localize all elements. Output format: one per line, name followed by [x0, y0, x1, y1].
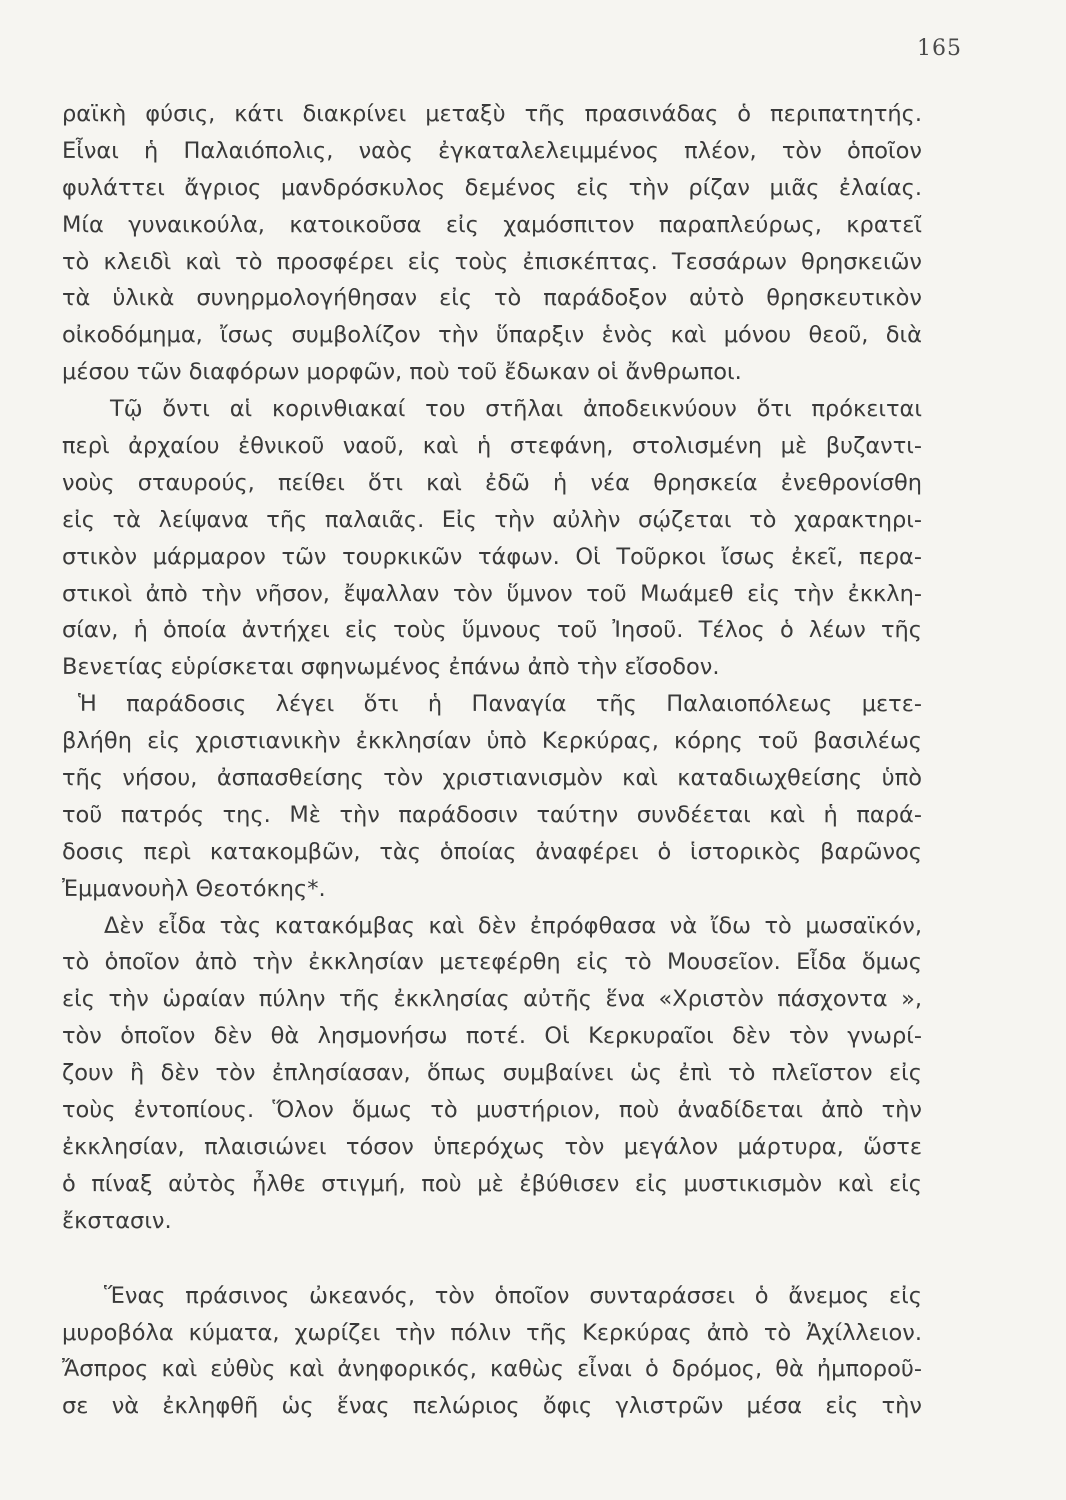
text-line: σε νὰ ἐκληφθῆ ὡς ἕνας πελώριος ὄφις γλιστρῶν μέσα εἰς τὴν	[62, 1393, 922, 1420]
text-line: τὸν ὁποῖον δὲν θὰ λησμονήσω ποτέ. Οἱ Κερκυραῖοι δὲν τὸν γνωρί-	[62, 1023, 922, 1050]
text-line: τὸ κλειδὶ καὶ τὸ προσφέρει εἰς τοὺς ἐπισκέπτας. Τεσσάρων θρησκειῶν	[62, 248, 922, 275]
page-number: 165	[917, 36, 962, 61]
text-line: μέσου τῶν διαφόρων μορφῶν, ποὺ τοῦ ἔδωκαν οἱ ἄνθρωποι.	[62, 359, 742, 386]
text-line: ραϊκὴ φύσις, κάτι διακρίνει μεταξὺ τῆς πρασινάδας ὁ περιπατητής.	[62, 101, 922, 127]
text-line: βλήθη εἰς χριστιανικὴν ἐκκλησίαν ὑπὸ Κερκύρας, κόρης τοῦ βασιλέως	[62, 728, 922, 755]
text-line: στικοὶ ἀπὸ τὴν νῆσον, ἔψαλλαν τὸν ὕμνον τοῦ Μωάμεθ εἰς τὴν ἐκκλη-	[62, 580, 922, 607]
text-line: Ἕνας πράσινος ὠκεανός, τὸν ὁποῖον συνταράσσει ὁ ἄνεμος εἰς	[104, 1282, 922, 1309]
text-line: στικὸν μάρμαρον τῶν τουρκικῶν τάφων. Οἱ Τοῦρκοι ἴσως ἐκεῖ, περα-	[62, 543, 922, 570]
text-line: Μία γυναικούλα, κατοικοῦσα εἰς χαμόσπιτον παραπλεύρως, κρατεῖ	[62, 211, 922, 238]
paragraph-gap	[62, 1240, 922, 1278]
text-line: εἰς τὰ λείψανα τῆς παλαιᾶς. Εἰς τὴν αὐλὴν σῴζεται τὸ χαρακτηρι-	[62, 506, 922, 533]
text-line: ζουν ἢ δὲν τὸν ἐπλησίασαν, ὅπως συμβαίνει ὡς ἐπὶ τὸ πλεῖστον εἰς	[62, 1060, 922, 1087]
text-line: φυλάττει ἄγριος μανδρόσκυλος δεμένος εἰς τὴν ρίζαν μιᾶς ἐλαίας.	[62, 174, 922, 201]
text-line: περὶ ἀρχαίου ἐθνικοῦ ναοῦ, καὶ ἡ στεφάνη, στολισμένη μὲ βυζαντι-	[62, 433, 922, 460]
text-line: Ἄσπρος καὶ εὐθὺς καὶ ἀνηφορικός, καθὼς εἶναι ὁ δρόμος, θὰ ἠμποροῦ-	[62, 1356, 922, 1383]
text-line: Βενετίας εὑρίσκεται σφηνωμένος ἐπάνω ἀπὸ τὴν εἴσοδον.	[62, 654, 720, 681]
text-line: ἔκστασιν.	[62, 1207, 172, 1234]
text-line: Ἡ παράδοσις λέγει ὅτι ἡ Παναγία τῆς Παλαιοπόλεως μετε-	[78, 691, 922, 718]
text-line: δοσις περὶ κατακομβῶν, τὰς ὁποίας ἀναφέρει ὁ ἱστορικὸς βαρῶνος	[62, 838, 922, 865]
text-line: Εἶναι ἡ Παλαιόπολις, ναὸς ἐγκαταλελειμμένος πλέον, τὸν ὁποῖον	[62, 137, 922, 164]
text-line: τοῦ πατρός της. Μὲ τὴν παράδοσιν ταύτην συνδέεται καὶ ἡ παρά-	[62, 801, 922, 828]
text-line: Ἐμμανουὴλ Θεοτόκης*.	[62, 875, 326, 902]
text-line: τοὺς ἐντοπίους. Ὅλον ὅμως τὸ μυστήριον, ποὺ ἀναδίδεται ἀπὸ τὴν	[62, 1097, 922, 1124]
text-line: σίαν, ἡ ὁποία ἀντήχει εἰς τοὺς ὕμνους τοῦ Ἰησοῦ. Τέλος ὁ λέων τῆς	[62, 617, 922, 644]
text-line: Δὲν εἶδα τὰς κατακόμβας καὶ δὲν ἐπρόφθασα νὰ ἴδω τὸ μωσαϊκόν,	[104, 912, 922, 939]
text-line: Τῷ ὄντι αἱ κορινθιακαί του στῆλαι ἀποδεικνύουν ὅτι πρόκειται	[110, 396, 922, 423]
text-line: τῆς νήσου, ἀσπασθείσης τὸν χριστιανισμὸν καὶ καταδιωχθείσης ὑπὸ	[62, 765, 922, 792]
text-line: νοὺς σταυρούς, πείθει ὅτι καὶ ἐδῶ ἡ νέα θρησκεία ἐνεθρονίσθη	[62, 469, 922, 496]
text-line: εἰς τὴν ὡραίαν πύλην τῆς ἐκκλησίας αὐτῆς ἕνα «Χριστὸν πάσχοντα »,	[62, 986, 922, 1013]
text-line: τὰ ὑλικὰ συνηρμολογήθησαν εἰς τὸ παράδοξον αὐτὸ θρησκευτικὸν	[62, 285, 922, 312]
body-text	[62, 96, 922, 1425]
text-line: ἐκκλησίαν, πλαισιώνει τόσον ὑπερόχως τὸν μεγάλον μάρτυρα, ὥστε	[62, 1133, 922, 1160]
text-line: τὸ ὁποῖον ἀπὸ τὴν ἐκκλησίαν μετεφέρθη εἰς τὸ Μουσεῖον. Εἶδα ὅμως	[62, 949, 922, 976]
text-line: οἰκοδόμημα, ἴσως συμβολίζον τὴν ὕπαρξιν ἑνὸς καὶ μόνου θεοῦ, διὰ	[62, 322, 922, 349]
text-line: μυροβόλα κύματα, χωρίζει τὴν πόλιν τῆς Κερκύρας ἀπὸ τὸ Ἀχίλλειον.	[62, 1319, 922, 1346]
text-line: ὁ πίναξ αὐτὸς ἦλθε στιγμή, ποὺ μὲ ἐβύθισεν εἰς μυστικισμὸν καὶ εἰς	[62, 1170, 922, 1197]
